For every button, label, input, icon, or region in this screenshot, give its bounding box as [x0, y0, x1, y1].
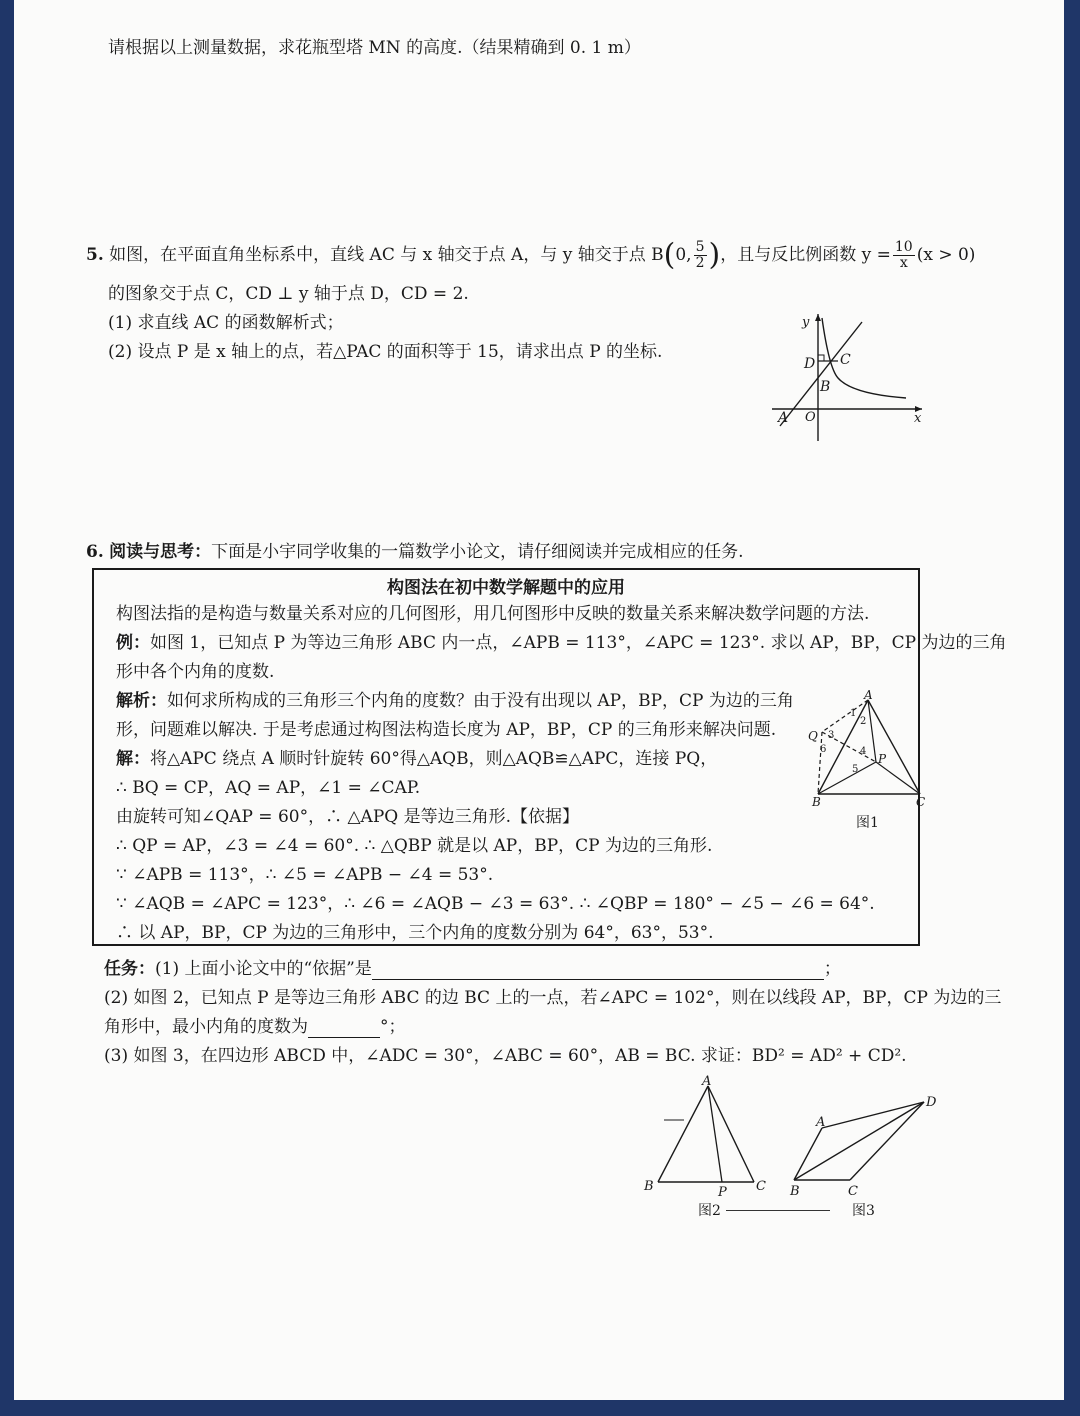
- fig3-edge-ad: [822, 1102, 924, 1128]
- q5-line2: 的图象交于点 C，CD ⊥ y 轴于点 D，CD = 2.: [108, 284, 469, 304]
- q5-b-den: 2: [695, 255, 705, 271]
- fig3-diagonal-bd: [794, 1102, 924, 1180]
- caption-divider: [726, 1210, 830, 1211]
- fig2-label-c: C: [756, 1179, 766, 1194]
- fig3-label-b: B: [790, 1184, 800, 1198]
- task-label: 任务：: [104, 959, 155, 979]
- figure-1-caption: 图1: [856, 815, 879, 831]
- measurement-question-line: 请根据以上测量数据，求花瓶型塔 MN 的高度.（结果精确到 0. 1 m）: [108, 38, 641, 58]
- fig1-edge-ac: [868, 700, 920, 794]
- essay-line-6: [116, 748, 717, 770]
- fig1-segment-cp: [876, 762, 920, 794]
- fig2-edge-ab: [658, 1086, 708, 1182]
- q5-coordinate-graph: [766, 308, 936, 448]
- q6-intro-line: [86, 541, 744, 563]
- fig1-angle-1: 1: [850, 708, 857, 719]
- q5-b-num: 5: [695, 239, 705, 255]
- essay-line-8: 由旋转可知∠QAP = 60°，∴ △APQ 是等边三角形.【依据】: [116, 807, 580, 827]
- task-2-text: 角形中，最小内角的度数为: [104, 1017, 308, 1037]
- fig3-label-a: A: [816, 1115, 826, 1130]
- analysis-text: 如何求所构成的三角形三个内角的度数？由于没有出现以 AP，BP，CP 为边的三角: [167, 691, 794, 711]
- solution-text: 将△APC 绕点 A 顺时针旋转 60°得△AQB，则△AQB≌△APC，连接 PQ，: [150, 749, 718, 769]
- q6-number: 6.: [86, 542, 104, 562]
- essay-line-2: [116, 632, 1007, 654]
- solution-label: 解：: [116, 749, 150, 769]
- fig2-label-a: A: [702, 1074, 712, 1089]
- fig1-angle-5: 5: [852, 764, 859, 775]
- fig1-angle-4: 4: [860, 746, 867, 757]
- fig1-angle-3: 3: [828, 730, 835, 741]
- fig1-label-p: P: [878, 752, 887, 766]
- q5-number: 5.: [86, 245, 104, 265]
- fig1-label-b: B: [812, 795, 821, 809]
- fig1-segment-bq: [818, 732, 822, 794]
- fig3-edge-cd: [850, 1102, 924, 1180]
- fig1-angle-6: 6: [820, 744, 827, 755]
- figure-2: [640, 1072, 780, 1200]
- paren-close: ): [708, 237, 721, 273]
- task-3-line: (3) 如图 3，在四边形 ABCD 中，∠ADC = 30°，∠ABC = 60°，AB = BC. 求证：BD² = AD² + CD².: [104, 1046, 907, 1066]
- line-ac: [780, 322, 862, 426]
- q5-line1: [86, 237, 976, 273]
- fig1-angle-2: 2: [860, 716, 867, 727]
- figure-3: [780, 1088, 944, 1198]
- fig3-label-c: C: [848, 1184, 858, 1198]
- essay-line-5: 形，问题难以解决. 于是考虑通过构图法构造长度为 AP，BP，CP 的三角形来解决问题.: [116, 720, 777, 740]
- fig1-label-q: Q: [808, 729, 818, 743]
- task-2-answer-blank[interactable]: [308, 1019, 380, 1038]
- figure-2-caption: 图2: [698, 1203, 721, 1219]
- essay-line-3: 形中各个内角的度数.: [116, 662, 275, 682]
- q5-text-b: ，且与反比例函数 y =: [720, 245, 891, 265]
- label-o: O: [805, 410, 816, 425]
- essay-line-11: ∵ ∠AQB = ∠APC = 123°，∴ ∠6 = ∠AQB − ∠3 = 63°. ∴ ∠QBP = 180° − ∠5 − ∠6 = 64°.: [116, 894, 875, 914]
- q5-b-fraction: [694, 240, 707, 271]
- label-y: y: [802, 315, 810, 330]
- label-x: x: [914, 411, 922, 426]
- example-text: 如图 1，已知点 P 为等边三角形 ABC 内一点，∠APB = 113°，∠APC = 123°. 求以 AP，BP，CP 为边的三角: [150, 633, 1007, 653]
- example-label: 例：: [116, 633, 150, 653]
- fig3-label-d: D: [926, 1095, 937, 1110]
- right-angle-mark: [818, 355, 824, 361]
- y-axis-arrow: [815, 314, 821, 321]
- task-1-answer-blank[interactable]: [372, 961, 824, 980]
- essay-line-1: 构图法指的是构造与数量关系对应的几何图形，用几何图形中反映的数量关系来解决数学问题的方法.: [116, 604, 870, 624]
- label-a: A: [778, 410, 789, 426]
- label-b: B: [820, 379, 831, 395]
- essay-line-12: ∴ 以 AP，BP，CP 为边的三角形中，三个内角的度数分别为 64°，63°，53°.: [116, 923, 714, 943]
- q5-func-den: x: [899, 255, 908, 271]
- q5-text-c: (x > 0): [916, 245, 976, 265]
- q6-intro: 下面是小宇同学收集的一篇数学小论文，请仔细阅读并完成相应的任务.: [211, 542, 744, 562]
- task-1-text: (1) 上面小论文中的“依据”是: [155, 959, 372, 979]
- fig1-label-a: A: [864, 688, 873, 702]
- q5-part1: (1) 求直线 AC 的函数解析式；: [108, 313, 344, 333]
- essay-line-9: ∴ QP = AP，∠3 = ∠4 = 60°. ∴ △QBP 就是以 AP，BP，CP 为边的三角形.: [116, 836, 713, 856]
- task-2-line-b: [104, 1016, 406, 1038]
- fig1-label-c: C: [916, 795, 926, 809]
- essay-title: 构图法在初中数学解题中的应用: [387, 578, 625, 598]
- q5-text-a: 如图，在平面直角坐标系中，直线 AC 与 x 轴交于点 A，与 y 轴交于点 B: [109, 245, 664, 265]
- fig1-segment-ap: [868, 700, 876, 762]
- essay-line-7: ∴ BQ = CP，AQ = AP，∠1 = ∠CAP.: [116, 778, 421, 798]
- essay-line-4: [116, 690, 794, 712]
- hyperbola-curve: [822, 318, 906, 398]
- task-1-end: ；: [823, 959, 841, 979]
- task-1-line: [104, 958, 841, 980]
- q5-b-coord-x: 0,: [675, 245, 692, 265]
- analysis-label: 解析：: [116, 691, 167, 711]
- q6-heading: 阅读与思考：: [109, 542, 212, 562]
- figure-3-caption: 图3: [852, 1203, 875, 1219]
- q5-func-num: 10: [894, 239, 913, 255]
- q5-func-fraction: [893, 240, 915, 271]
- task-2-line-a: (2) 如图 2，已知点 P 是等边三角形 ABC 的边 BC 上的一点，若∠APC = 102°，则在以线段 AP，BP，CP 为边的三: [104, 988, 1002, 1008]
- paren-open: (: [663, 237, 676, 273]
- essay-line-10: ∵ ∠APB = 113°，∴ ∠5 = ∠APB − ∠4 = 53°.: [116, 865, 494, 885]
- label-c: C: [840, 352, 851, 368]
- task-2-end: °；: [380, 1017, 406, 1037]
- fig2-label-b: B: [644, 1179, 654, 1194]
- fig2-label-p: P: [718, 1185, 727, 1200]
- q5-part2: (2) 设点 P 是 x 轴上的点，若△PAC 的面积等于 15，请求出点 P 的坐标.: [108, 342, 663, 362]
- label-d: D: [804, 356, 816, 372]
